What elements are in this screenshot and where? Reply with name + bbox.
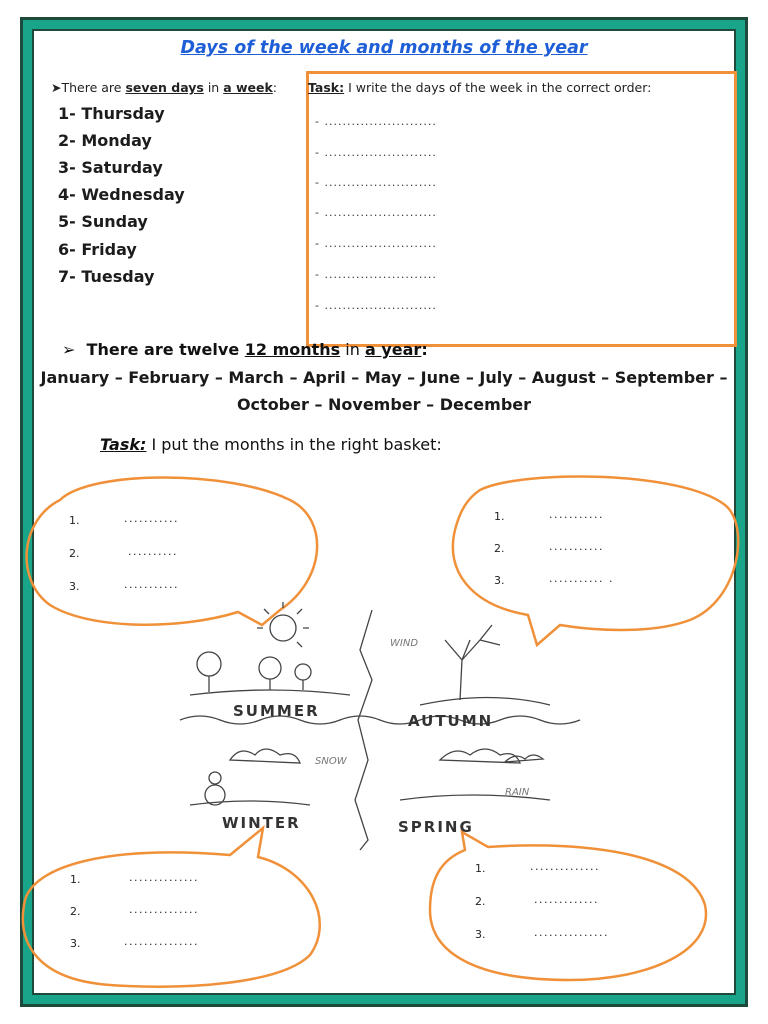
bubble-blank[interactable]: ...........	[549, 508, 604, 521]
day-item: 3- Saturday	[58, 158, 163, 177]
task1-instruction: Task: I write the days of the week in the correct order:	[308, 80, 652, 95]
answer-blank[interactable]: - .........................	[315, 176, 437, 189]
bubble-blank[interactable]: ...........	[124, 578, 179, 591]
bubble-item-number: 1.	[70, 873, 81, 886]
task2-instruction: Task: I put the months in the right basket:	[100, 435, 442, 454]
bubble-item-number: 3.	[494, 574, 505, 587]
spring-label: SPRING	[398, 818, 474, 836]
summer-label: SUMMER	[233, 702, 320, 720]
day-item: 7- Tuesday	[58, 267, 155, 286]
bubble-item-number: 3.	[69, 580, 80, 593]
winter-label: WINTER	[222, 814, 301, 832]
bubble-item-number: 1.	[69, 514, 80, 527]
bubble-blank[interactable]: ...........	[549, 540, 604, 553]
answer-blank[interactable]: - .........................	[315, 268, 437, 281]
answer-blank[interactable]: - .........................	[315, 146, 437, 159]
answer-blank[interactable]: - .........................	[315, 299, 437, 312]
months-list-line1: January – February – March – April – May – June – July – August – September –	[40, 368, 728, 387]
day-item: 2- Monday	[58, 131, 152, 150]
bubble-blank[interactable]: ..............	[129, 903, 199, 916]
bubble-item-number: 3.	[475, 928, 486, 941]
answer-blank[interactable]: - .........................	[315, 206, 437, 219]
answer-blank[interactable]: - .........................	[315, 237, 437, 250]
rain-label: RAIN	[505, 787, 530, 798]
bubble-item-number: 2.	[69, 547, 80, 560]
bubble-blank[interactable]: ..............	[530, 860, 600, 873]
bubble-blank[interactable]: ...........	[124, 512, 179, 525]
bubble-item-number: 2.	[70, 905, 81, 918]
bubble-item-number: 1.	[475, 862, 486, 875]
worksheet-title: Days of the week and months of the year	[180, 38, 588, 58]
day-item: 1- Thursday	[58, 104, 165, 123]
bubble-blank[interactable]: ..............	[129, 871, 199, 884]
seasons-illustration	[180, 602, 580, 850]
bubble-item-number: 2.	[494, 542, 505, 555]
wind-label: WIND	[390, 638, 419, 649]
autumn-label: AUTUMN	[408, 712, 494, 730]
bubble-blank[interactable]: ..........	[128, 545, 178, 558]
bubble-blank[interactable]: ...............	[124, 935, 199, 948]
sun-icon	[270, 615, 296, 641]
day-item: 4- Wednesday	[58, 185, 185, 204]
bubble-item-number: 1.	[494, 510, 505, 523]
bubble-blank[interactable]: ........... .	[549, 572, 614, 585]
days-intro: ➤There are seven days in a week:	[51, 80, 278, 95]
months-list-line2: October – November – December	[236, 395, 532, 414]
snow-label: SNOW	[315, 756, 347, 767]
months-intro: ➢ There are twelve 12 months in a year:	[62, 340, 428, 359]
bubble-blank[interactable]: .............	[534, 893, 599, 906]
bubble-blank[interactable]: ...............	[534, 926, 609, 939]
bubble-bottom-right	[430, 832, 706, 980]
answer-blank[interactable]: - .........................	[315, 115, 437, 128]
day-item: 6- Friday	[58, 240, 137, 259]
bubble-item-number: 2.	[475, 895, 486, 908]
day-item: 5- Sunday	[58, 212, 148, 231]
bubble-top-right	[453, 476, 738, 645]
bubble-item-number: 3.	[70, 937, 81, 950]
